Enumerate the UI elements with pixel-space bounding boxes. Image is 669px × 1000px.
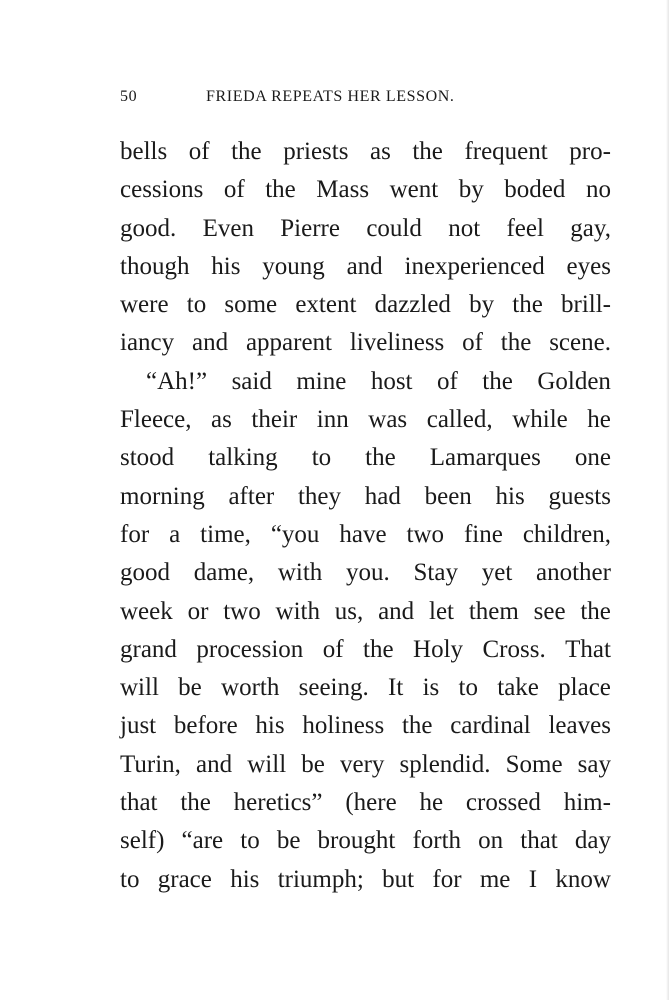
word: cessions [120,176,204,204]
word: with [277,559,323,587]
word: say [577,750,611,778]
word: scene. [549,329,611,357]
word: morning [120,482,205,510]
word: and [346,252,383,280]
word: had [364,482,401,510]
word: of [462,329,483,357]
body-text [120,133,611,899]
word: Turin, [120,750,181,778]
word: is [422,674,440,702]
word: children, [522,520,611,548]
word: “are [181,827,224,855]
word: brought [317,827,396,855]
word: cardinal [450,712,531,740]
word: (here [345,789,397,817]
word: for [120,520,150,548]
word: as [370,138,391,165]
text-line [120,669,611,707]
word: to [120,865,140,893]
word: said [231,367,272,395]
text-line [120,593,611,631]
word: another [536,559,611,587]
running-head [120,88,610,112]
word: Mass [316,176,370,204]
word: they [297,482,342,510]
word: them [468,597,519,625]
word: will [247,750,287,778]
text-line [120,439,611,477]
word: Cross. [482,635,546,663]
text-line [120,210,611,248]
word: by [458,176,484,204]
word: week [120,597,173,625]
word: Holy [413,635,464,663]
page-number: 50 [120,88,138,105]
word: brill- [561,291,611,319]
word: of [436,367,458,395]
word: bells [120,138,168,165]
word: were [120,291,169,319]
word: to [458,674,478,702]
running-title: FRIEDA REPEATS HER LESSON. [206,88,455,105]
word: be [276,827,301,855]
word: by [469,291,495,319]
text-line [120,171,611,209]
word: extent [295,291,357,319]
word: of [188,138,210,165]
word: forth [412,827,462,855]
word: guests [548,482,611,510]
word: him- [563,789,611,817]
word: yet [481,559,513,587]
text-line [120,363,611,401]
word: place [558,674,611,702]
word: that [520,827,558,855]
word: splendid. [399,750,491,778]
word: the [231,138,262,165]
word: the [401,712,433,740]
word: some [224,291,278,319]
text-line [120,324,611,362]
word: to [240,827,260,855]
word: worth [221,674,280,702]
word: just [120,712,157,740]
word: young [262,252,325,280]
word: procession [196,635,304,663]
word: of [223,176,245,204]
word: mine [296,367,347,395]
word: stood [120,444,175,472]
word: seeing. [298,674,369,702]
word: boded [504,176,566,204]
word: been [424,482,472,510]
word: dazzled [374,291,451,319]
word: the [180,789,211,817]
word: called, [426,406,493,434]
word: their [251,406,298,434]
word: went [389,176,439,204]
word: and [378,597,415,625]
text-line [120,478,611,516]
word: or [187,597,209,625]
word: to [186,291,207,319]
word: iancy [120,329,175,357]
word: That [565,635,611,663]
text-line [120,516,611,554]
word: could [366,214,422,242]
word: triumph; [277,865,364,893]
word: not [448,214,481,242]
word: two [223,597,261,625]
word: good. [120,214,177,242]
word: crossed [465,789,541,817]
word: two [406,520,445,548]
word: will [120,674,159,702]
word: the [500,329,532,357]
word: grace [157,865,212,893]
word: the [512,291,543,319]
word: It [388,674,404,702]
word: on [478,827,504,855]
text-line [120,286,611,324]
word: with [275,597,320,625]
word: leaves [548,712,611,740]
word: host [370,367,413,395]
word: a [169,520,181,548]
word: grand [120,635,177,663]
word: his [230,865,260,893]
word: and [196,750,233,778]
word: pro- [569,138,611,165]
word: priests [283,138,349,165]
word: the [363,635,394,663]
word: the [265,176,296,204]
text-line [120,248,611,286]
word: take [497,674,539,702]
text-line [120,554,611,592]
word: while [512,406,568,434]
word: day [574,827,611,855]
word: us, [334,597,364,625]
word: Golden [537,367,611,395]
word: though [120,252,190,280]
word: holiness [302,712,385,740]
word: I [528,865,538,893]
word: liveliness [349,329,445,357]
word: very [339,750,385,778]
word: that [120,789,158,817]
word: frequent [464,138,548,165]
text-line [120,861,611,899]
word: he [419,789,444,817]
word: heretics” [233,789,323,817]
word: no [585,176,611,204]
text-line [120,401,611,439]
word: let [429,597,454,625]
word: of [322,635,344,663]
word: he [587,406,611,434]
word: be [301,750,325,778]
word: but [382,865,415,893]
word: you. [346,559,390,587]
word: as [211,406,232,434]
word: for [432,865,462,893]
text-line [120,707,611,745]
word: the [580,597,611,625]
word: time, [200,520,251,548]
word: Lamarques [429,444,541,472]
word: Even [202,214,254,242]
word: his [495,482,525,510]
word: know [555,865,611,893]
word: the [482,367,513,395]
word: be [178,674,202,702]
word: Fleece, [120,406,192,434]
text-line [120,784,611,822]
text-line [120,133,611,171]
word: Pierre [280,214,340,242]
word: after [228,482,275,510]
word: inn [316,406,349,434]
word: talking [208,444,278,472]
word: before [173,712,238,740]
word: one [574,444,611,472]
word: his [211,252,241,280]
word: “Ah!” [146,367,208,395]
word: Some [505,750,563,778]
text-line [120,822,611,860]
word: to [311,444,332,472]
word: self) [120,827,165,855]
word: the [365,444,396,472]
text-line [120,746,611,784]
word: Stay [413,559,458,587]
word: fine [463,520,503,548]
word: his [255,712,285,740]
word: feel [506,214,544,242]
word: have [339,520,387,548]
word: dame, [193,559,255,587]
word: the [412,138,443,165]
word: see [533,597,566,625]
text-line [120,631,611,669]
word: gay, [570,214,611,242]
word: good [120,559,170,587]
word: inexperienced [404,252,545,280]
word: and [191,329,229,357]
word: “you [270,520,320,548]
word: was [368,406,408,434]
word: eyes [566,252,611,280]
word: apparent [245,329,332,357]
word: me [479,865,511,893]
